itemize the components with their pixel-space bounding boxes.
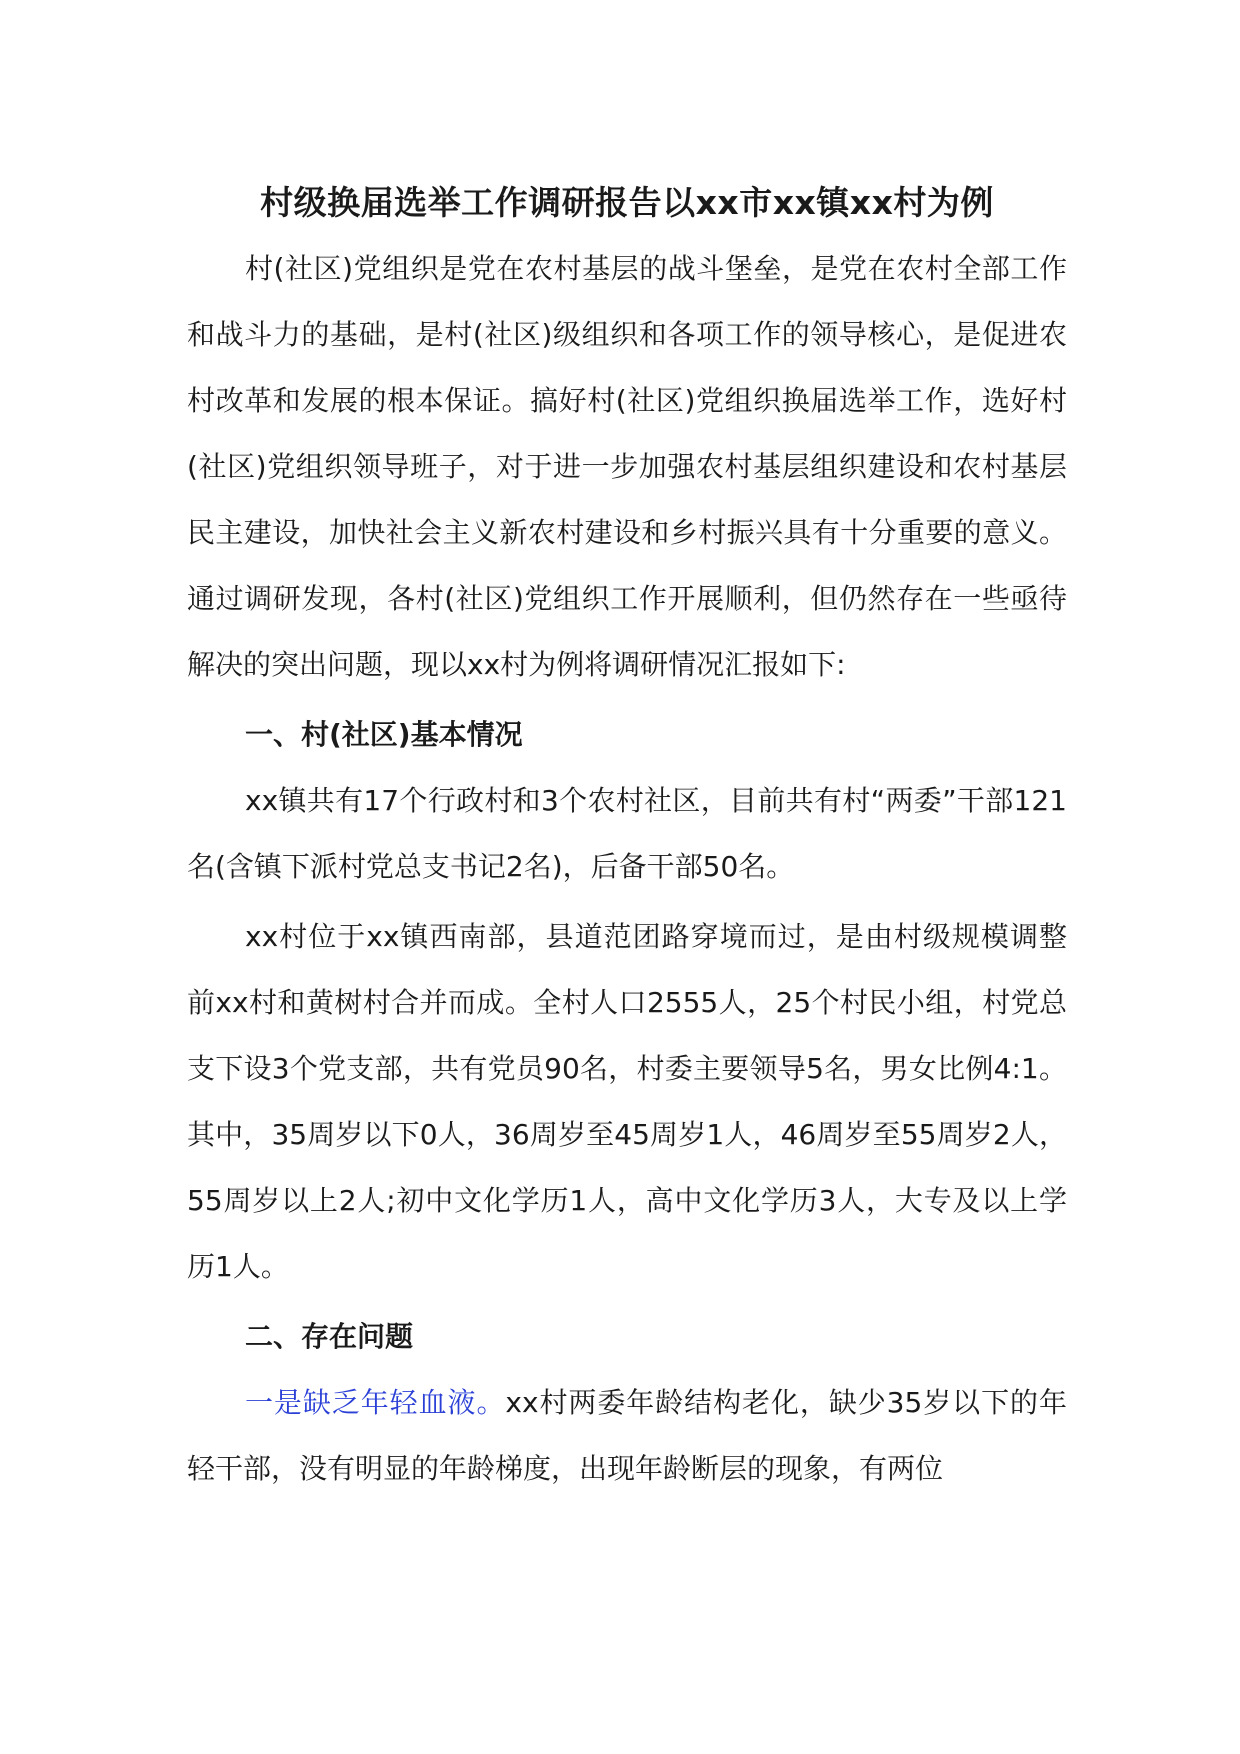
section1-paragraph-2: xx村位于xx镇西南部，县道范团路穿境而过，是由村级规模调整前xx村和黄树村合并而成。全村人口2555人，25个村民小组，村党总支下设3个党支部，共有党员90名，村委主要领导5名，男女比例4:1。其中，35周岁以下0人，36周岁至45周岁1人，46周岁至55周岁2人，55周岁以上2人;初中文化学历1人，高中文化学历3人，大专及以上学历1人。 — [187, 920, 1067, 1283]
point-1-text: xx村两委年龄结构老化，缺少35岁以下的年轻干部，没有明显的年龄梯度，出现年龄断层的现象，有两位 — [187, 1386, 1067, 1485]
document-body — [187, 170, 1067, 1502]
section1-paragraph-1: xx镇共有17个行政村和3个农村社区，目前共有村“两委”干部121名(含镇下派村党总支书记2名)，后备干部50名。 — [187, 784, 1067, 883]
point-1-lead: 一是缺乏年轻血液。 — [245, 1386, 506, 1419]
section2-point-1 — [187, 1370, 1067, 1502]
section1-heading: 一、村(社区)基本情况 — [245, 718, 523, 751]
section2-heading: 二、存在问题 — [245, 1320, 414, 1353]
document-title: 村级换届选举工作调研报告以xx市xx镇xx村为例 — [260, 183, 994, 222]
intro-paragraph: 村(社区)党组织是党在农村基层的战斗堡垒，是党在农村全部工作和战斗力的基础，是村(社区)级组织和各项工作的领导核心，是促进农村改革和发展的根本保证。搞好村(社区)党组织换届选举工作，选好村(社区)党组织领导班子，对于进一步加强农村基层组织建设和农村基层民主建设，加快社会主义新农村建设和乡村振兴具有十分重要的意义。通过调研发现，各村(社区)党组织工作开展顺利，但仍然存在一些亟待解决的突出问题，现以xx村为例将调研情况汇报如下: — [187, 252, 1067, 681]
